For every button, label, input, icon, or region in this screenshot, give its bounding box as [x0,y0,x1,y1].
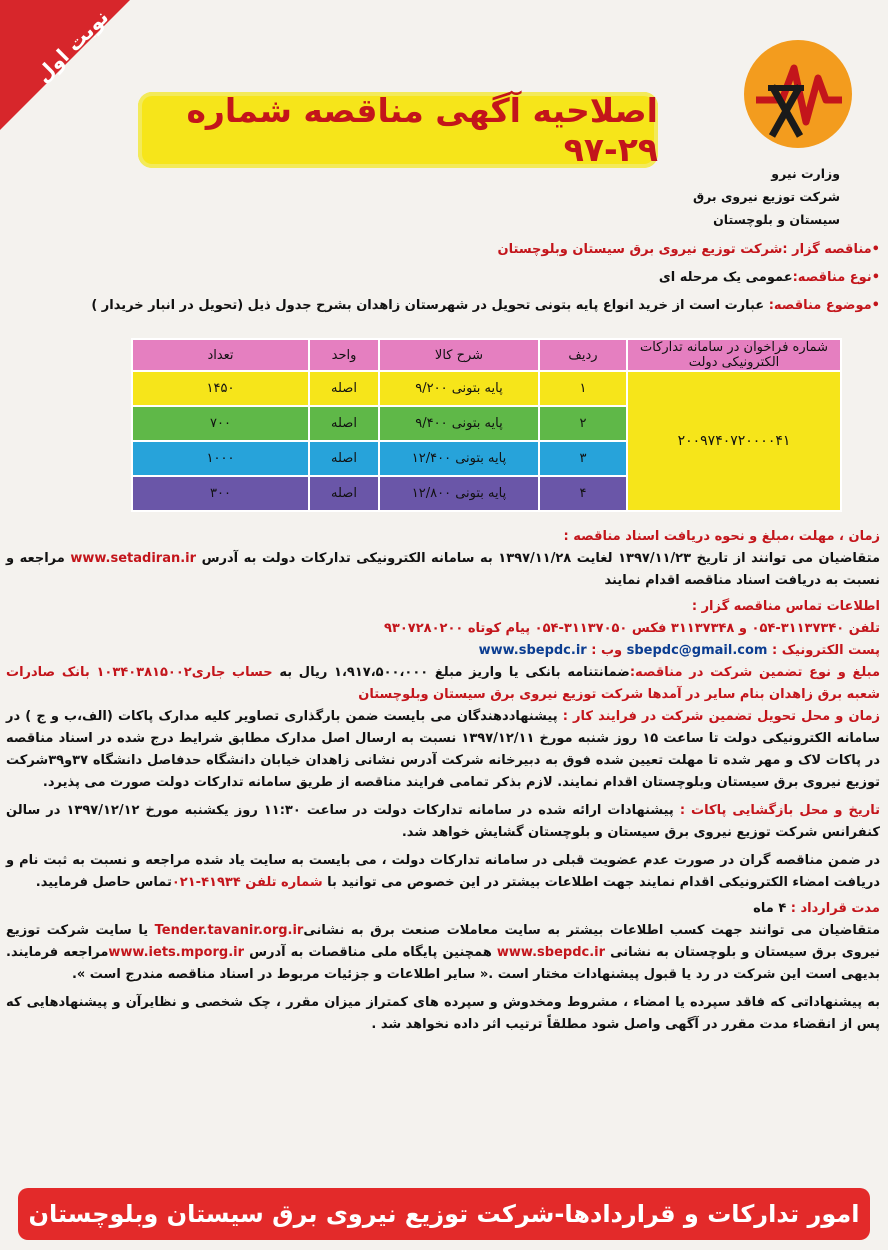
email-link[interactable]: sbepdc@gmail.com [626,643,768,658]
contact-label: اطلاعات تماس مناقصه گزار : [691,599,880,614]
tender-details [6,526,880,1036]
row-number: ۱ [539,371,627,406]
opening-text: پیشنهادات ارائه شده در سامانه تدارکات دولت در ساعت ۱۱:۳۰ روز یکشنبه مورخ ۱۳۹۷/۱۲/۱۲ در سالن کنفرانس شرکت توزیع نیروی برق سیستان و بلوچستان گشایش خواهد شد. [6,803,880,840]
items-table [131,338,842,512]
registration-phone: شماره تلفن ۴۱۹۳۴-۰۲۱ [171,875,323,890]
party-value: شرکت توزیع نیروی برق سیستان وبلوچستان [497,242,783,257]
type-value: عمومی یک مرحله ای [658,270,793,285]
header-quantity: تعداد [132,339,309,371]
header-call-number: شماره فراخوان در سامانه تدارکات الکترونیکی دولت [627,339,841,371]
item-unit: اصله [309,406,379,441]
opening-line [6,800,880,844]
web-label: وب : [586,643,627,658]
item-quantity: ۱۰۰۰ [132,441,309,476]
web-link[interactable]: www.sbepdc.ir [478,643,587,658]
item-quantity: ۳۰۰ [132,476,309,511]
contact-phones: تلفن ۳۱۱۳۷۳۴۰-۰۵۴ و ۳۱۱۳۷۳۴۸ فکس ۳۱۱۳۷۰۵۰-۰۵۴ پیام کوتاه ۹۳۰۷۲۸۰۲۰۰ [383,621,880,636]
organization-block [693,162,840,231]
sbepdc-link[interactable]: www.sbepdc.ir [496,945,606,960]
setadiran-link[interactable]: www.setadiran.ir [70,551,197,566]
info-line [6,920,880,986]
delivery-label: زمان و محل تحویل تضمین شرکت در فرایند کار : [562,709,880,724]
item-unit: اصله [309,441,379,476]
subject-value: عبارت است از خرید انواع پایه بتونی تحویل در شهرستان زاهدان بشرح جدول ذیل (تحویل در انبار خریدار ) [91,298,769,313]
ribbon-label: نوبت اول [30,4,114,88]
header-unit: واحد [309,339,379,371]
type-label: •نوع مناقصه: [792,270,880,285]
row-number: ۳ [539,441,627,476]
tender-party [6,236,880,264]
org-ministry: وزارت نیرو [771,166,840,181]
item-quantity: ۷۰۰ [132,406,309,441]
time-section-text [6,548,880,592]
header-description: شرح کالا [379,339,539,371]
tender-subject [6,292,880,320]
org-region: سیستان و بلوچستان [713,212,840,227]
email-line [6,640,880,662]
header-row-no: ردیف [539,339,627,371]
item-description: پایه بتونی ۹/۲۰۰ [379,371,539,406]
subject-label: •موضوع مناقصه: [768,298,880,313]
info-text-d: مراجعه فرمایند. بدیهی است این شرکت در رد یا قبول پیشنهادات مختار است .« سایر اطلاعات و جزئیات مربوط در اسناد مناقصه مندرج است ». [6,945,880,982]
email-label: پست الکترونیک : [767,643,880,658]
tender-summary [6,236,880,320]
power-company-logo-icon [742,38,854,150]
footer-text: امور تدارکات و قراردادها-شرکت توزیع نیروی برق سیستان وبلوچستان [28,1200,860,1228]
registration-line [6,850,880,894]
delivery-line [6,706,880,794]
duration-line [6,898,880,920]
time-text-a: متقاضیان می توانند از تاریخ ۱۳۹۷/۱۱/۲۳ لغایت ۱۳۹۷/۱۱/۲۸ به سامانه الکترونیکی تدارکات دولت به آدرس [196,551,881,566]
registration-end: تماس حاصل فرمایید. [35,875,172,890]
opening-label: تاریخ و محل بازگشایی پاکات : [679,803,880,818]
guarantee-line [6,662,880,706]
item-description: پایه بتونی ۱۲/۴۰۰ [379,441,539,476]
row-number: ۲ [539,406,627,441]
item-description: پایه بتونی ۹/۴۰۰ [379,406,539,441]
table-row [132,371,841,406]
item-description: پایه بتونی ۱۲/۸۰۰ [379,476,539,511]
duration-label: مدت قرارداد : [786,901,880,916]
final-note: به پیشنهاداتی که فاقد سپرده یا امضاء ، مشروط ومخدوش و سپرده های کمتراز میزان مقرر ، چک شخصی و نظایرآن و پیشنهادهایی که پس از انقضاء مدت مقرر در آگهی واصل شود مطلقاً ترتیب اثر داده نخواهد شد . [6,995,880,1032]
item-unit: اصله [309,371,379,406]
duration-value: ۴ ماه [753,901,787,916]
info-text-b: یا سایت شرکت توزیع نیروی برق سیستان و بلوچستان به نشانی [6,923,880,960]
call-number-cell: ۲۰۰۹۷۴۰۷۲۰۰۰۰۴۱ [627,371,841,511]
table-header-row [132,339,841,371]
party-label: •مناقصه گزار : [782,242,880,257]
row-number: ۴ [539,476,627,511]
time-text-b: مراجعه و نسبت به دریافت اسناد مناقصه اقدام نمایند [6,551,880,588]
time-section-label: زمان ، مهلت ،مبلغ و نحوه دریافت اسناد مناقصه : [563,529,880,544]
guarantee-label: مبلغ و نوع تضمین شرکت در مناقصه: [629,665,881,680]
page-title: اصلاحیه آگهی مناقصه شماره ۲۹-۹۷ [186,91,658,169]
footer-banner [18,1188,870,1240]
info-text-c: همچنین پایگاه ملی مناقصات به آدرس [244,945,497,960]
info-text-a: متقاضیان می توانند جهت کسب اطلاعات بیشتر به سایت معاملات صنعت برق به نشانی [303,923,880,938]
iets-link[interactable]: www.iets.mporg.ir [108,945,245,960]
guarantee-account: حساب جاری۱۰۳۴۰۳۸۱۵۰۰۲ بانک صادرات شعبه برق زاهدان بنام سایر در آمدها شرکت توزیع نیروی برق سیستان وبلوچستان [6,665,880,702]
tavanir-link[interactable]: Tender.tavanir.org.ir [154,923,304,938]
delivery-text: پیشنهاددهندگان می بایست ضمن بارگذاری تصاویر کلیه مدارک پاکات (الف،ب و ج ) در سامانه الکترونیکی دولت تا ساعت ۱۵ روز شنبه مورخ ۱۳۹۷/۱۲/۱۱ نسبت به ارسال اصل مدارک مطابق شرایط درج شده در اسناد مناقصه در پاکات لاک و مهر شده تا مهلت تعیین شده فوق به دبیرخانه شرکت آدرس نشانی زاهدان خیابان دانشگاه حدفاصل دانشگاه ۳۷و۳۹شرکت توزیع نیروی برق سیستان وبلوچستان اقدام نمایند. لازم بذکر تمامی فرایند مناقصه از طریق سامانه تدارکات دولت صورت می پذیرد. [6,709,880,790]
org-company: شرکت توزیع نیروی برق [692,189,840,204]
registration-text: در ضمن مناقصه گران در صورت عدم عضویت قبلی در سامانه تدارکات دولت ، می بایست به سایت یاد شده مراجعه و نسبت به ثبت نام و دریافت امضاء الکترونیکی اقدام نمایند جهت اطلاعات بیشتر در این خصوص می توانید با [6,853,880,890]
item-unit: اصله [309,476,379,511]
tender-type [6,264,880,292]
guarantee-text: ضمانتنامه بانکی یا واریز مبلغ ۱،۹۱۷،۵۰۰،۰۰۰ ریال به [272,665,630,680]
title-banner [138,92,658,168]
item-quantity: ۱۴۵۰ [132,371,309,406]
